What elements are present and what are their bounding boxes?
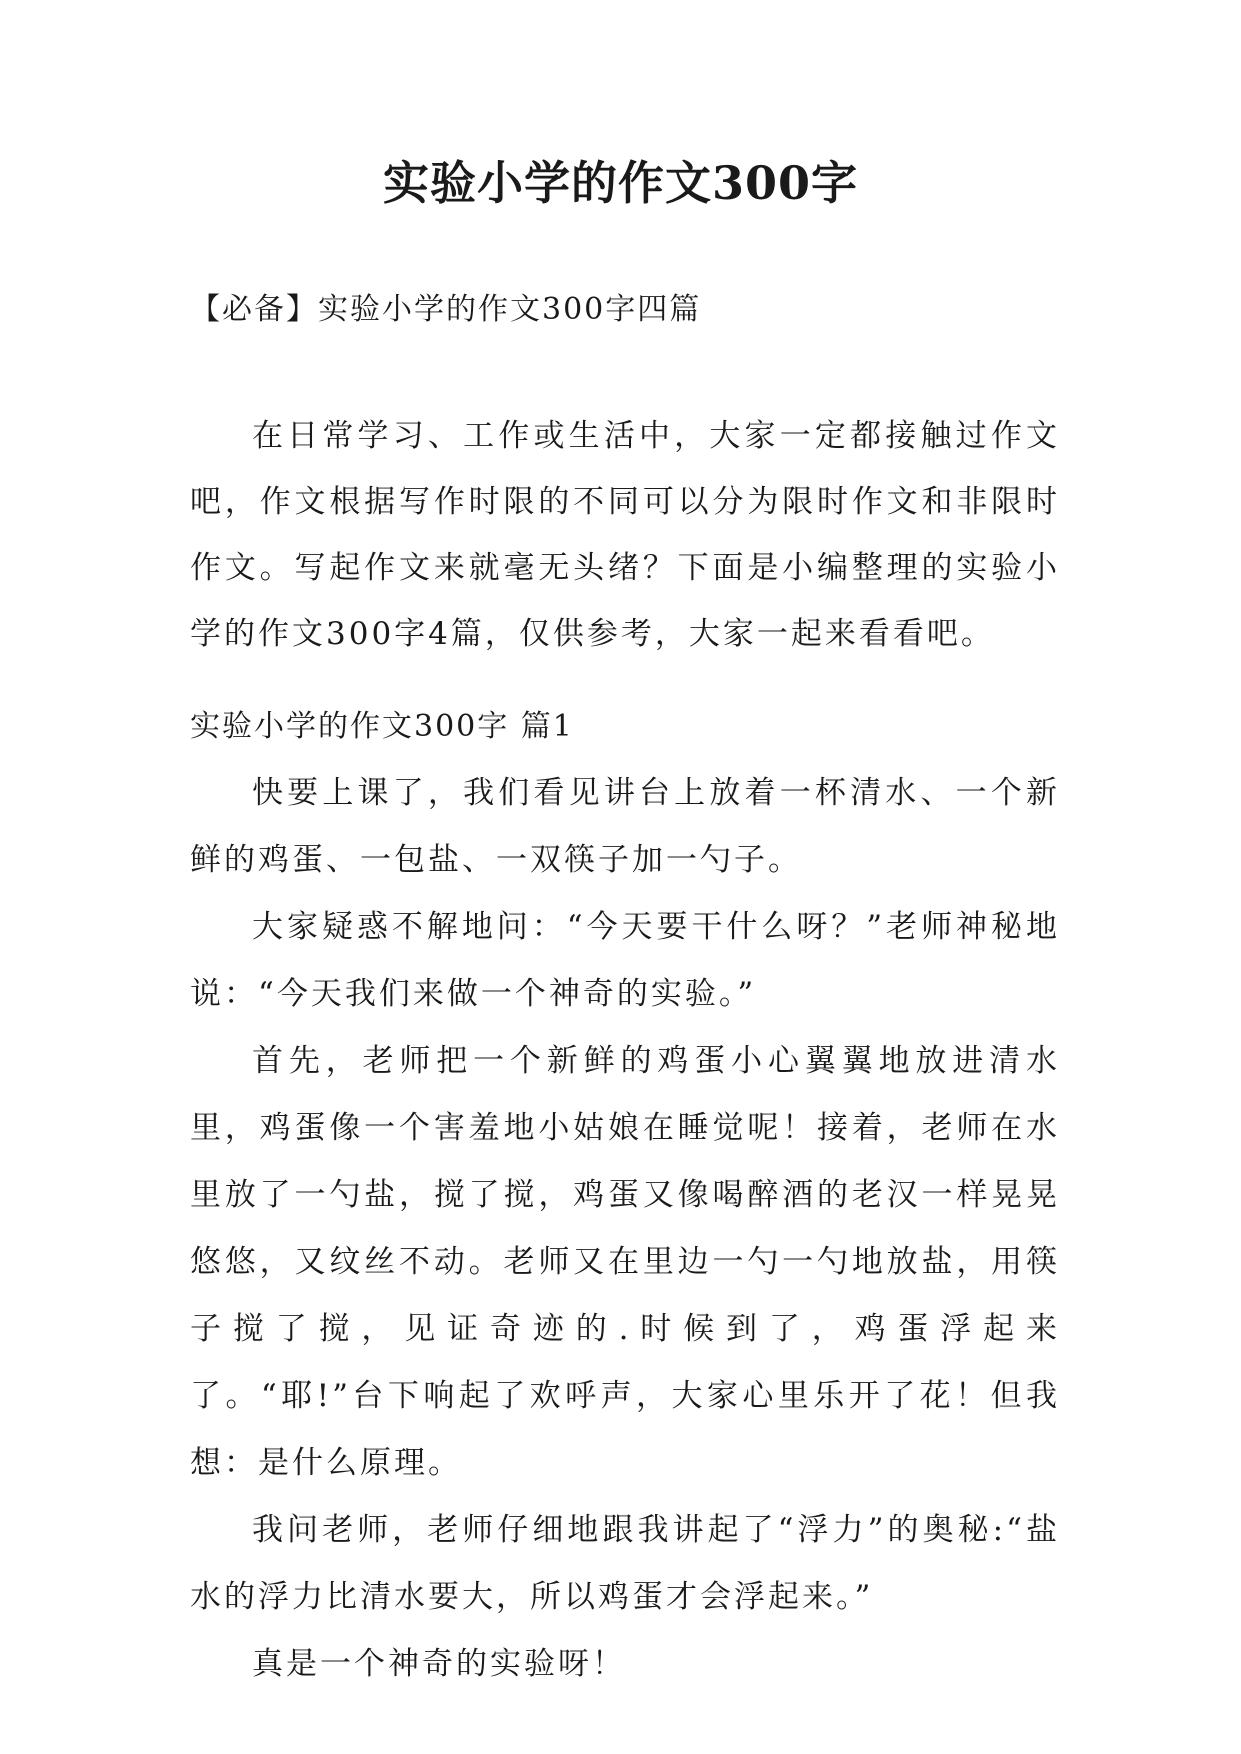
section-heading: 实验小学的作文300字 篇1 — [190, 709, 574, 744]
document-title: 实验小学的作文300字 — [382, 156, 859, 210]
essay-section-1 — [190, 693, 1060, 1698]
intro-section — [190, 403, 1060, 667]
essay-paragraph: 真是一个神奇的实验呀！ — [252, 1646, 626, 1682]
essay-paragraph: 我问老师，老师仔细地跟我讲起了“浮力”的奥秘:“盐水的浮力比清水要大，所以鸡蛋才会浮起来。” — [190, 1512, 1060, 1615]
essay-paragraph: 快要上课了，我们看见讲台上放着一杯清水、一个新鲜的鸡蛋、一包盐、一双筷子加一勺子。 — [190, 775, 1060, 878]
essay-paragraph: 大家疑惑不解地问：“今天要干什么呀？”老师神秘地说：“今天我们来做一个神奇的实验。” — [190, 909, 1060, 1012]
intro-paragraph: 在日常学习、工作或生活中，大家一定都接触过作文吧，作文根据写作时限的不同可以分为限时作文和非限时作文。写起作文来就毫无头绪？下面是小编整理的实验小学的作文300字4篇，仅供参考，大家一起来看看吧。 — [190, 418, 1060, 652]
essay-paragraph: 首先，老师把一个新鲜的鸡蛋小心翼翼地放进清水里，鸡蛋像一个害羞地小姑娘在睡觉呢！接着，老师在水里放了一勺盐，搅了搅，鸡蛋又像喝醉酒的老汉一样晃晃悠悠，又纹丝不动。老师又在里边一勺一勺地放盐，用筷子搅了搅，见证奇迹的.时候到了，鸡蛋浮起来了。“耶!”台下响起了欢呼声，大家心里乐开了花！但我想：是什么原理。 — [190, 1043, 1060, 1481]
document-subtitle: 【必备】实验小学的作文300字四篇 — [190, 292, 702, 327]
